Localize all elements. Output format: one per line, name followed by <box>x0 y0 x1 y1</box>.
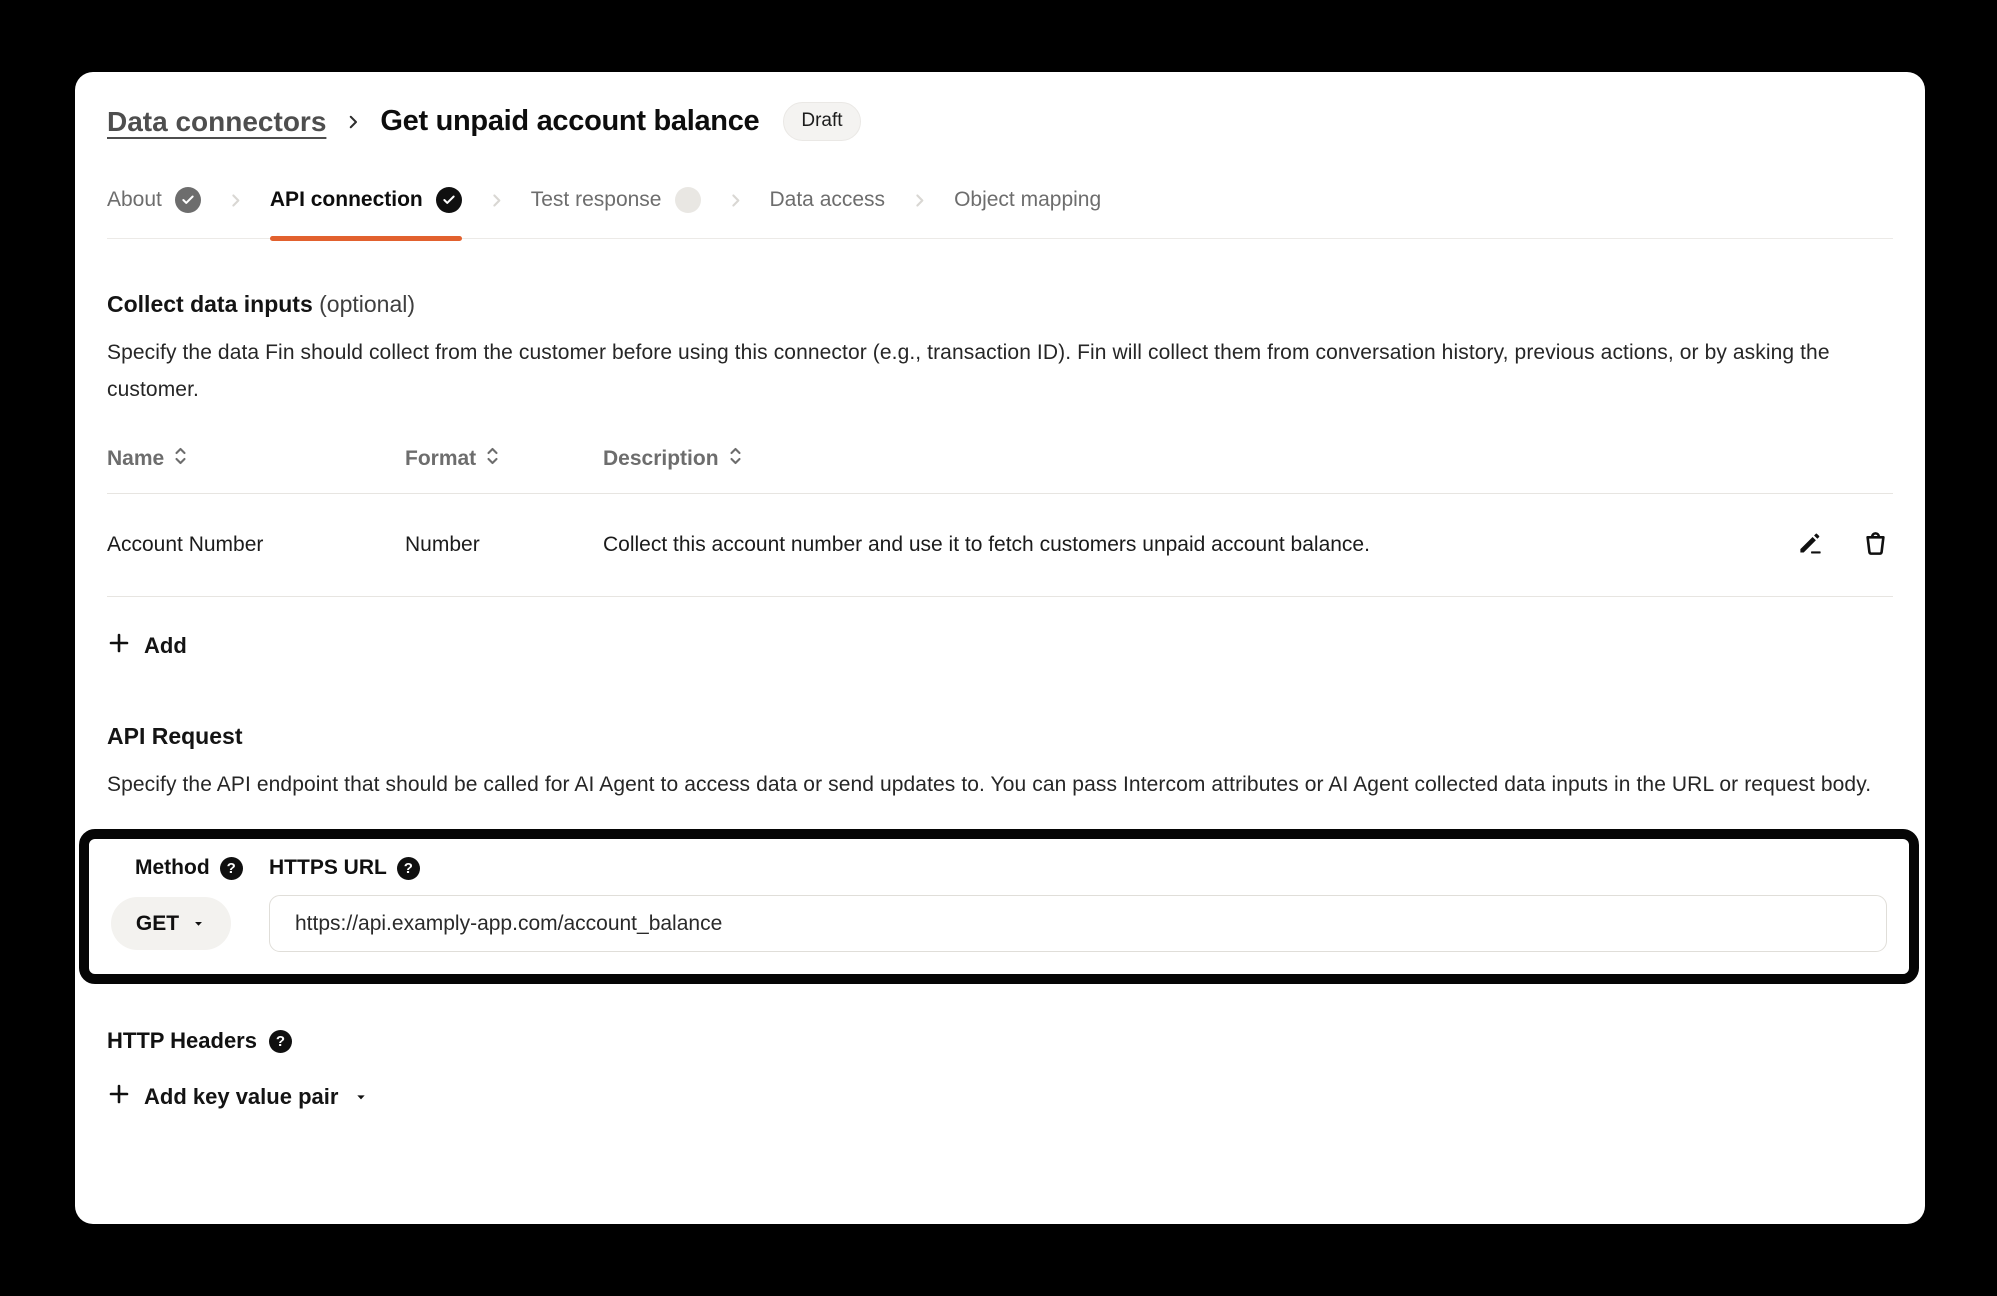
api-request-description: Specify the API endpoint that should be called for AI Agent to access data or send updates to. You can pass Intercom attributes or AI Agent collected data inputs in the URL or request body. <box>107 773 1872 796</box>
wizard-stepper <box>107 187 1893 239</box>
method-dropdown[interactable] <box>111 897 231 950</box>
caret-down-icon <box>353 1089 369 1105</box>
breadcrumb-link-data-connectors[interactable]: Data connectors <box>107 105 327 137</box>
table-header-row <box>107 446 1893 494</box>
delete-button[interactable] <box>1862 530 1889 560</box>
http-headers-title-text: HTTP Headers <box>107 1028 257 1053</box>
column-header-description[interactable] <box>603 446 1783 472</box>
column-header-format[interactable] <box>405 446 603 472</box>
chevron-right-icon <box>488 192 505 234</box>
collect-data-inputs-section <box>107 291 1893 661</box>
step-test-response[interactable] <box>531 187 701 238</box>
add-key-value-pair-label: Add key value pair <box>144 1084 339 1109</box>
method-label <box>111 856 269 880</box>
sort-icon <box>173 446 188 472</box>
plus-icon <box>107 631 131 661</box>
plus-icon <box>107 1082 131 1112</box>
sort-icon <box>728 446 743 472</box>
pending-circle-icon <box>675 187 701 213</box>
cell-description: Collect this account number and use it to fetch customers unpaid account balance. <box>603 533 1370 556</box>
status-badge: Draft <box>783 102 860 141</box>
step-about[interactable] <box>107 187 201 238</box>
step-object-mapping[interactable] <box>954 188 1101 237</box>
collect-title-text: Collect data inputs <box>107 291 313 317</box>
api-endpoint-highlight-box <box>79 829 1919 984</box>
step-test-response-label: Test response <box>530 188 662 211</box>
method-label-text: Method <box>135 856 210 879</box>
chevron-right-icon <box>344 113 362 131</box>
chevron-right-icon <box>911 192 928 234</box>
https-url-help-icon[interactable]: ? <box>397 857 420 880</box>
table-row <box>107 494 1893 597</box>
check-circle-icon <box>175 187 201 213</box>
https-url-input[interactable] <box>269 895 1887 952</box>
add-data-input-label: Add <box>144 633 187 658</box>
step-data-access-label: Data access <box>769 188 886 211</box>
column-header-name-label: Name <box>107 447 165 470</box>
chevron-right-icon <box>227 192 244 234</box>
method-cell <box>111 897 269 950</box>
pencil-icon <box>1797 530 1824 560</box>
method-dropdown-value: GET <box>135 911 180 935</box>
step-data-access[interactable] <box>770 188 886 237</box>
method-help-icon[interactable]: ? <box>220 857 243 880</box>
column-header-format-label: Format <box>405 447 477 470</box>
http-headers-help-icon[interactable]: ? <box>269 1030 292 1053</box>
data-inputs-table <box>107 446 1893 597</box>
cell-name: Account Number <box>107 533 264 556</box>
column-header-name[interactable] <box>107 446 405 472</box>
row-actions <box>1783 530 1893 560</box>
collect-data-inputs-title <box>107 291 1893 318</box>
url-cell <box>269 895 1887 952</box>
breadcrumb <box>107 102 1893 141</box>
trash-icon <box>1862 530 1889 560</box>
api-request-title: API Request <box>107 723 243 749</box>
collect-data-inputs-description: Specify the data Fin should collect from the customer before using this connector (e.g., transaction ID). Fin will collect them from conversation history, previous actions, or by asking the customer. <box>107 341 1830 401</box>
api-request-section <box>107 723 1893 984</box>
http-headers-title <box>107 1028 1893 1054</box>
add-data-input-button[interactable] <box>107 631 187 661</box>
https-url-label-text: HTTPS URL <box>269 856 387 879</box>
step-api-connection[interactable] <box>270 187 462 238</box>
page-title: Get unpaid account balance <box>380 105 760 137</box>
sort-icon <box>485 446 500 472</box>
data-connector-card <box>75 72 1925 1224</box>
collect-title-optional: (optional) <box>319 291 416 317</box>
http-headers-section <box>107 1028 1893 1112</box>
step-api-connection-label: API connection <box>269 188 423 211</box>
check-circle-icon <box>436 187 462 213</box>
chevron-right-icon <box>727 192 744 234</box>
cell-format: Number <box>405 533 480 556</box>
column-header-description-label: Description <box>603 447 719 470</box>
https-url-label <box>269 856 1887 880</box>
edit-button[interactable] <box>1797 530 1824 560</box>
step-about-label: About <box>107 188 162 211</box>
caret-down-icon <box>191 916 206 931</box>
add-key-value-pair-button[interactable] <box>107 1082 369 1112</box>
step-object-mapping-label: Object mapping <box>954 188 1102 211</box>
